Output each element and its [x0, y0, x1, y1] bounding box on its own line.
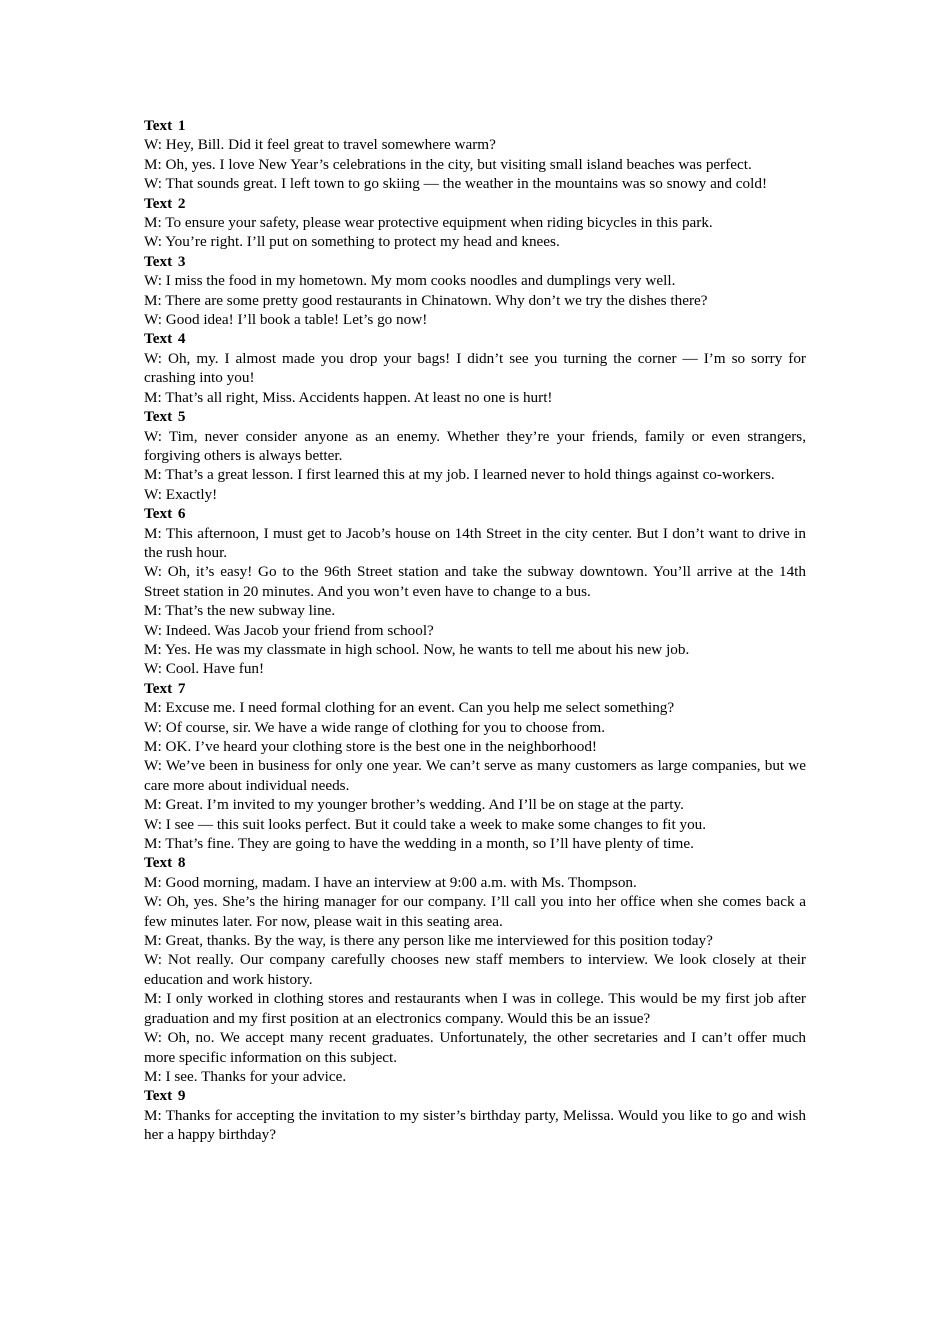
dialogue-line: M: To ensure your safety, please wear protective equipment when riding bicycles in this park. — [144, 214, 713, 232]
dialogue-line: W: You’re right. I’ll put on something to protect my head and knees. — [144, 233, 560, 251]
dialogue-line: M: Excuse me. I need formal clothing for an event. Can you help me select something? — [144, 699, 675, 717]
transcript-page — [144, 116, 806, 1145]
dialogue-line: W: We’ve been in business for only one year. We can’t serve as many customers as large companies, but we care more about individual needs. — [144, 757, 806, 794]
section-heading: Text 3 — [144, 252, 186, 270]
dialogue-line: W: Tim, never consider anyone as an enemy. Whether they’re your friends, family or even strangers, forgiving others is always better. — [144, 427, 806, 464]
dialogue-line: M: I see. Thanks for your advice. — [144, 1067, 347, 1085]
dialogue-line: W: Oh, my. I almost made you drop your bags! I didn’t see you turning the corner — I’m so sorry for crashing into you! — [144, 349, 806, 387]
dialogue-line: M: There are some pretty good restaurants in Chinatown. Why don’t we try the dishes there? — [144, 291, 708, 309]
dialogue-line: M: Great. I’m invited to my younger brother’s wedding. And I’ll be on stage at the party. — [144, 796, 684, 814]
dialogue-line: M: Yes. He was my classmate in high school. Now, he wants to tell me about his new job. — [144, 640, 690, 658]
dialogue-line: W: Not really. Our company carefully chooses new staff members to interview. We look closely at their education and work history. — [144, 951, 806, 988]
dialogue-line: W: I see — this suit looks perfect. But it could take a week to make some changes to fit you. — [144, 815, 707, 833]
dialogue-line: M: That’s a great lesson. I first learned this at my job. I learned never to hold things against co-workers. — [144, 466, 775, 484]
transcript-section — [144, 407, 806, 504]
transcript-section — [144, 1086, 806, 1144]
dialogue-line: M: Oh, yes. I love New Year’s celebrations in the city, but visiting small island beaches was perfect. — [144, 155, 752, 173]
section-heading: Text 8 — [144, 854, 186, 872]
dialogue-line: W: Oh, no. We accept many recent graduates. Unfortunately, the other secretaries and I can’t offer much more specific information on this subject. — [144, 1029, 806, 1066]
transcript-section — [144, 194, 806, 252]
dialogue-line: M: I only worked in clothing stores and restaurants when I was in college. This would be my first job after graduation and my first position at an electronics company. Would this be an issue? — [144, 990, 806, 1027]
dialogue-line: M: That’s all right, Miss. Accidents happen. At least no one is hurt! — [144, 388, 553, 406]
section-heading: Text 1 — [144, 117, 186, 134]
dialogue-line: M: That’s the new subway line. — [144, 602, 336, 620]
section-heading: Text 7 — [144, 679, 186, 697]
section-heading: Text 6 — [144, 505, 186, 523]
dialogue-line: M: That’s fine. They are going to have the wedding in a month, so I’ll have plenty of time. — [144, 835, 694, 853]
dialogue-line: M: Good morning, madam. I have an interview at 9:00 a.m. with Ms. Thompson. — [144, 873, 637, 891]
dialogue-line: W: Cool. Have fun! — [144, 660, 265, 678]
dialogue-line: M: Great, thanks. By the way, is there any person like me interviewed for this position today? — [144, 932, 713, 950]
transcript-section — [144, 679, 806, 854]
dialogue-line: W: Hey, Bill. Did it feel great to travel somewhere warm? — [144, 136, 496, 154]
dialogue-line: M: This afternoon, I must get to Jacob’s house on 14th Street in the city center. But I don’t want to drive in the rush hour. — [144, 524, 806, 561]
section-heading: Text 5 — [144, 408, 186, 426]
dialogue-line: W: That sounds great. I left town to go skiing — the weather in the mountains was so snowy and cold! — [144, 175, 767, 193]
dialogue-line: M: OK. I’ve heard your clothing store is the best one in the neighborhood! — [144, 738, 597, 755]
section-heading: Text 4 — [144, 330, 186, 348]
transcript-section — [144, 504, 806, 679]
dialogue-line: W: Indeed. Was Jacob your friend from school? — [144, 621, 434, 639]
transcript-section — [144, 116, 806, 194]
dialogue-line: W: Good idea! I’ll book a table! Let’s go now! — [144, 311, 428, 329]
section-heading: Text 9 — [144, 1087, 186, 1105]
transcript-section — [144, 252, 806, 330]
dialogue-line: W: Exactly! — [144, 485, 218, 503]
transcript-section — [144, 329, 806, 407]
section-heading: Text 2 — [144, 194, 186, 212]
transcript-section — [144, 853, 806, 1086]
dialogue-line: M: Thanks for accepting the invitation to my sister’s birthday party, Melissa. Would you like to go and wish her a happy birthday? — [144, 1106, 806, 1144]
dialogue-line: W: I miss the food in my hometown. My mom cooks noodles and dumplings very well. — [144, 272, 676, 290]
dialogue-line: W: Oh, yes. She’s the hiring manager for our company. I’ll call you into her office when she comes back a few minutes later. For now, please wait in this seating area. — [144, 893, 806, 930]
dialogue-line: W: Oh, it’s easy! Go to the 96th Street station and take the subway downtown. You’ll arrive at the 14th Street station in 20 minutes. And you won’t even have to change to a bus. — [144, 563, 806, 600]
dialogue-line: W: Of course, sir. We have a wide range of clothing for you to choose from. — [144, 718, 606, 736]
